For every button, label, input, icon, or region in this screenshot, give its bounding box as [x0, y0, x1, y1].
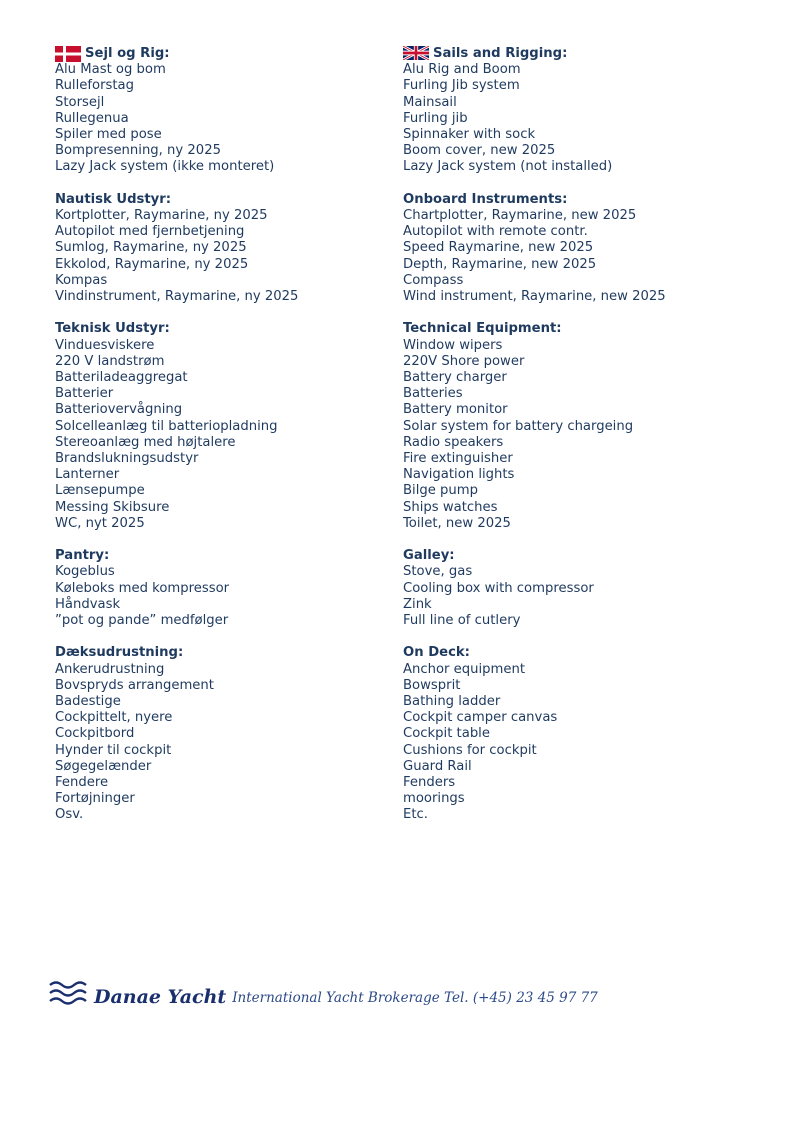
list-item: Batteries	[403, 386, 463, 402]
list-item: Søgegelænder	[55, 758, 152, 774]
list-item: Cockpitbord	[55, 726, 135, 742]
section-heading: Sails and Rigging:	[403, 46, 773, 62]
list-item: Speed Raymarine, new 2025	[403, 240, 594, 256]
list-item: Alu Mast og bom	[55, 62, 166, 78]
list-item: Furling jib	[403, 110, 468, 126]
section-nautisk-udstyr	[55, 192, 385, 305]
list-item: moorings	[403, 791, 465, 807]
list-item: Navigation lights	[403, 467, 515, 483]
list-item: Batterier	[55, 386, 114, 402]
section-heading: Galley:	[403, 548, 455, 564]
section-galley	[403, 548, 773, 629]
list-item: Solcelleanlæg til batteriopladning	[55, 418, 278, 434]
list-item: Lazy Jack system (not installed)	[403, 159, 613, 175]
list-item: Kogeblus	[55, 564, 115, 580]
list-item: Battery charger	[403, 370, 507, 386]
list-item: Chartplotter, Raymarine, new 2025	[403, 208, 637, 224]
list-item: Bovspryds arrangement	[55, 677, 214, 693]
list-item: Full line of cutlery	[403, 613, 521, 629]
list-item: Messing Skibsure	[55, 499, 170, 515]
uk-flag-icon	[403, 46, 429, 62]
list-item: Fortøjninger	[55, 791, 135, 807]
list-item: Etc.	[403, 807, 428, 823]
list-item: Batteriladeaggregat	[55, 370, 188, 386]
list-item: Spiler med pose	[55, 127, 162, 143]
list-item: Køleboks med kompressor	[55, 580, 230, 596]
list-item: Storsejl	[55, 94, 105, 110]
section-sejl-og-rig	[55, 46, 385, 176]
list-item: ”pot og pande” medfølger	[55, 613, 229, 629]
list-item: Spinnaker with sock	[403, 127, 536, 143]
list-item: Bilge pump	[403, 483, 478, 499]
list-item: Badestige	[55, 694, 121, 710]
section-heading: Teknisk Udstyr:	[55, 321, 170, 337]
list-item: Mainsail	[403, 94, 457, 110]
english-column	[403, 46, 773, 840]
list-item: Vindinstrument, Raymarine, ny 2025	[55, 289, 299, 305]
danish-column	[55, 46, 385, 840]
footer	[48, 978, 598, 1008]
section-heading: Onboard Instruments:	[403, 191, 568, 207]
list-item: Radio speakers	[403, 434, 504, 450]
list-item: Cockpittelt, nyere	[55, 710, 173, 726]
list-item: Wind instrument, Raymarine, new 2025	[403, 289, 666, 305]
list-item: Toilet, new 2025	[403, 515, 511, 531]
list-item: Lænsepumpe	[55, 483, 145, 499]
list-item: Cushions for cockpit	[403, 742, 537, 758]
list-item: Zink	[403, 596, 432, 612]
list-item: Compass	[403, 272, 464, 288]
list-item: Window wipers	[403, 337, 503, 353]
list-item: Cockpit camper canvas	[403, 710, 558, 726]
list-item: Fendere	[55, 775, 109, 791]
section-daeksudrustning	[55, 645, 385, 823]
list-item: Battery monitor	[403, 402, 508, 418]
list-item: Bowsprit	[403, 677, 461, 693]
list-item: Lanterner	[55, 467, 120, 483]
section-heading: Dæksudrustning:	[55, 645, 184, 661]
waves-icon	[48, 978, 88, 1008]
section-technical-equipment	[403, 321, 773, 532]
list-item: WC, nyt 2025	[55, 515, 145, 531]
section-heading: On Deck:	[403, 645, 470, 661]
list-item: Osv.	[55, 807, 84, 823]
section-heading: Sejl og Rig:	[55, 46, 385, 62]
list-item: Håndvask	[55, 596, 121, 612]
list-item: Rullegenua	[55, 110, 129, 126]
section-heading: Pantry:	[55, 548, 110, 564]
list-item: Ekkolod, Raymarine, ny 2025	[55, 256, 249, 272]
list-item: 220 V landstrøm	[55, 353, 165, 369]
footer-tagline: International Yacht Brokerage Tel. (+45) 23 45 97 77	[232, 990, 598, 1006]
list-item: Bathing ladder	[403, 694, 501, 710]
list-item: Solar system for battery chargeing	[403, 418, 634, 434]
section-on-deck	[403, 645, 773, 823]
list-item: Furling Jib system	[403, 78, 520, 94]
list-item: Ships watches	[403, 499, 498, 515]
list-item: Batteriovervågning	[55, 402, 183, 418]
list-item: Kortplotter, Raymarine, ny 2025	[55, 208, 268, 224]
list-item: Depth, Raymarine, new 2025	[403, 256, 597, 272]
brand-name: Danae Yacht	[94, 986, 227, 1008]
list-item: Anchor equipment	[403, 661, 526, 677]
list-item: Cockpit table	[403, 726, 490, 742]
list-item: Bompresenning, ny 2025	[55, 143, 221, 159]
section-teknisk-udstyr	[55, 321, 385, 532]
list-item: Rulleforstag	[55, 78, 134, 94]
list-item: Fenders	[403, 775, 456, 791]
list-item: Boom cover, new 2025	[403, 143, 556, 159]
list-item: Lazy Jack system (ikke monteret)	[55, 159, 275, 175]
section-sails-and-rigging	[403, 46, 773, 176]
list-item: Hynder til cockpit	[55, 742, 172, 758]
list-item: 220V Shore power	[403, 353, 525, 369]
list-item: Cooling box with compressor	[403, 580, 594, 596]
list-item: Sumlog, Raymarine, ny 2025	[55, 240, 247, 256]
list-item: Vinduesviskere	[55, 337, 155, 353]
list-item: Fire extinguisher	[403, 451, 513, 467]
section-pantry	[55, 548, 385, 629]
section-heading: Technical Equipment:	[403, 321, 562, 337]
section-onboard-instruments	[403, 192, 773, 305]
list-item: Kompas	[55, 272, 108, 288]
list-item: Alu Rig and Boom	[403, 62, 521, 78]
list-item: Ankerudrustning	[55, 661, 165, 677]
list-item: Guard Rail	[403, 758, 472, 774]
list-item: Stove, gas	[403, 564, 473, 580]
list-item: Brandslukningsudstyr	[55, 451, 199, 467]
section-heading: Nautisk Udstyr:	[55, 191, 172, 207]
danish-flag-icon	[55, 46, 81, 62]
list-item: Autopilot med fjernbetjening	[55, 224, 245, 240]
list-item: Stereoanlæg med højtalere	[55, 434, 236, 450]
list-item: Autopilot with remote contr.	[403, 224, 588, 240]
